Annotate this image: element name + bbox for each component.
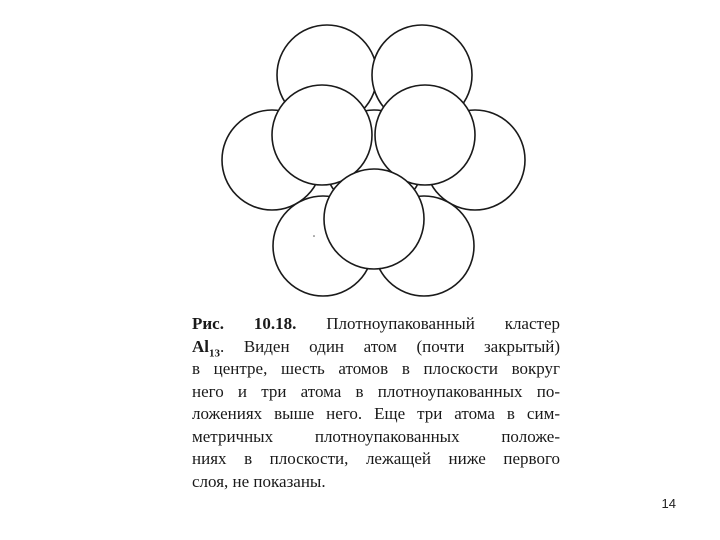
atom-upper-right — [375, 85, 475, 185]
figure-caption — [192, 313, 560, 493]
atom-upper-bottom — [324, 169, 424, 269]
caption-line-1 — [192, 313, 560, 336]
caption-line-5: ложениях выше него. Еще три атома в сим- — [192, 404, 560, 423]
caption-line-2 — [192, 336, 560, 359]
caption-line-7: ниях в плоскости, лежащей ниже первого — [192, 449, 560, 468]
atom-upper-left — [272, 85, 372, 185]
formula-subscript: 13 — [209, 346, 220, 359]
caption-line-8: слоя, не показаны. — [192, 471, 326, 491]
formula — [192, 336, 220, 359]
caption-title-text: Плотноупакованный кластер — [326, 314, 561, 333]
caption-line-2-text: . Виден один атом (почти закрытый) — [220, 336, 560, 356]
caption-line-3: в центре, шесть атомов в плоскости вокруг — [192, 359, 560, 378]
figure-label: Рис. 10.18. — [192, 314, 297, 333]
stray-dot — [313, 235, 315, 237]
caption-line-6: метричных плотноупакованных положе- — [192, 426, 560, 446]
slide-number: 14 — [661, 496, 676, 511]
formula-base: Al — [192, 336, 209, 356]
caption-line-4: него и три атома в плотноупакованных по- — [192, 381, 560, 401]
